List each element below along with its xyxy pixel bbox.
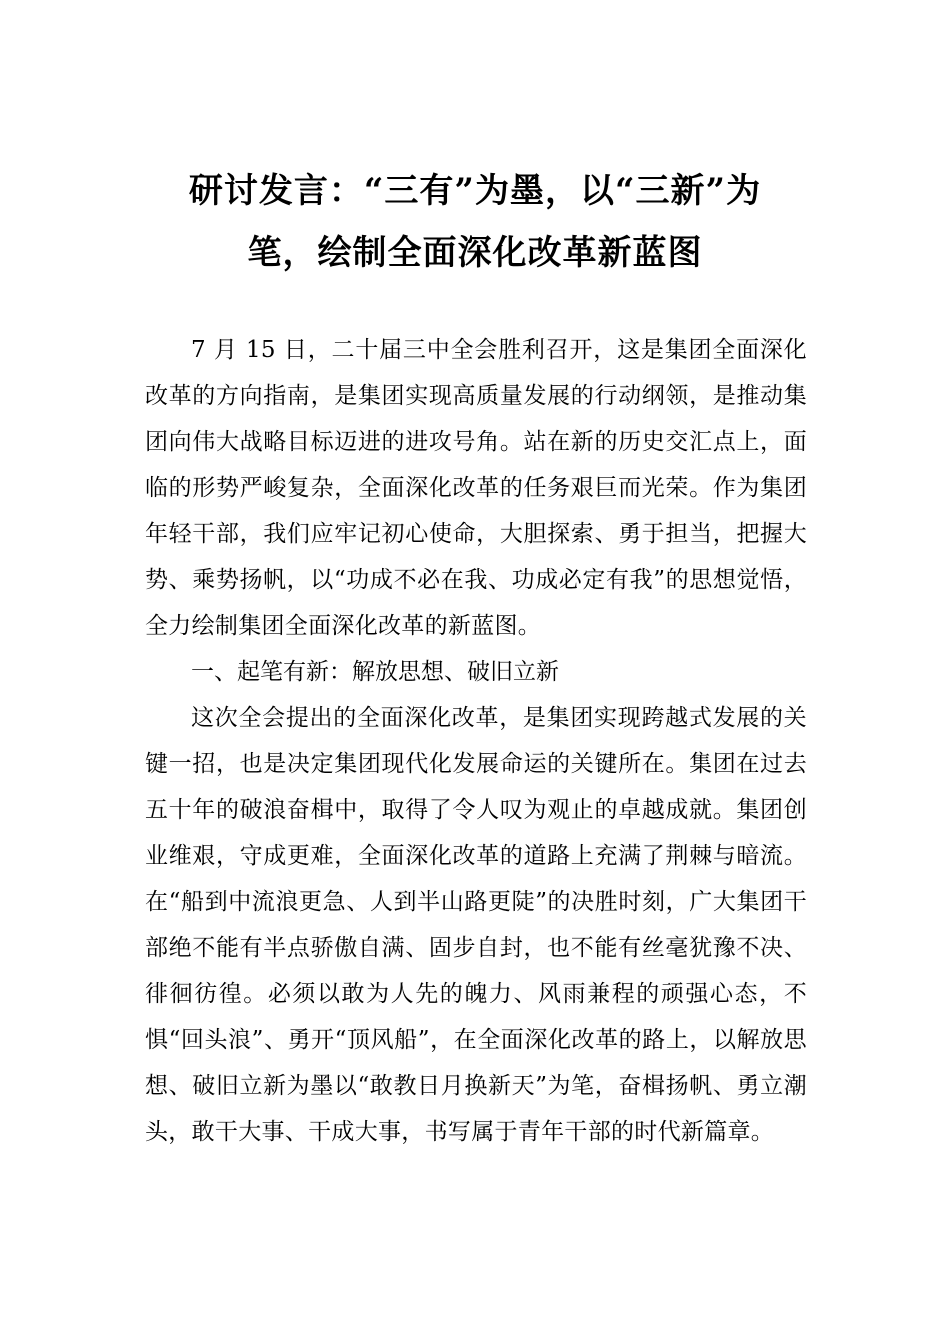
section-heading-1: 一、起笔有新：解放思想、破旧立新 <box>191 659 559 685</box>
intro-paragraph: 7 月 15 日，二十届三中全会胜利召开，这是集团全面深化改革的方向指南，是集团实现高质量发展的行动纲领，是推动集团向伟大战略目标迈进的进攻号角。站在新的历史交汇点上，面临的形势严峻复杂，全面深化改革的任务艰巨而光荣。作为集团年轻干部，我们应牢记初心使命，大胆探索、勇于担当，把握大势、乘势扬帆，以“功成不必在我、功成必定有我”的思想觉悟，全力绘制集团全面深化改革的新蓝图。 <box>145 337 807 639</box>
title-line-1: 研讨发言：“三有”为墨，以“三新”为 <box>188 171 762 211</box>
document-body <box>145 327 807 1155</box>
section-1-paragraph: 这次全会提出的全面深化改革，是集团实现跨越式发展的关键一招，也是决定集团现代化发展命运的关键所在。集团在过去五十年的破浪奋楫中，取得了令人叹为观止的卓越成就。集团创业维艰，守成更难，全面深化改革的道路上充满了荆棘与暗流。在“船到中流浪更急、人到半山路更陡”的决胜时刻，广大集团干部绝不能有半点骄傲自满、固步自封，也不能有丝毫犹豫不决、徘徊彷徨。必须以敢为人先的魄力、风雨兼程的顽强心态，不惧“回头浪”、勇开“顶风船”，在全面深化改革的路上，以解放思想、破旧立新为墨以“敢教日月换新天”为笔，奋楫扬帆、勇立潮头，敢干大事、干成大事，书写属于青年干部的时代新篇章。 <box>145 705 807 1145</box>
title-line-2: 笔，绘制全面深化改革新蓝图 <box>247 233 703 273</box>
document-title <box>140 160 810 284</box>
